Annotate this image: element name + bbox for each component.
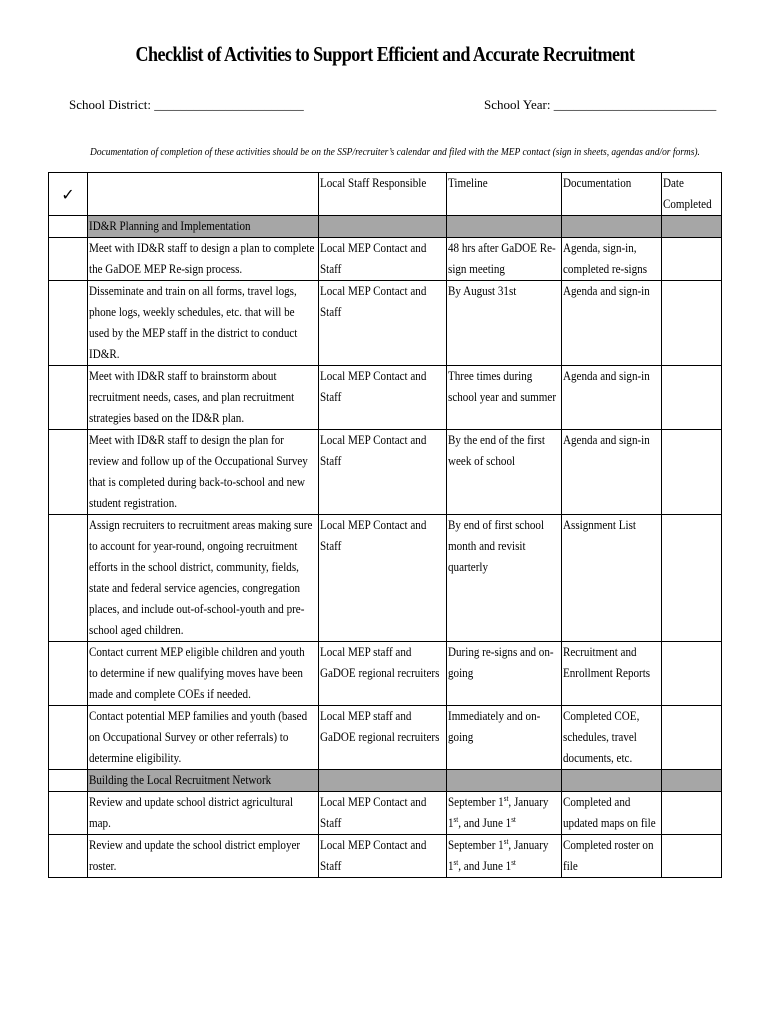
timeline-cell: By the end of the first week of school	[447, 430, 562, 515]
staff-cell: Local MEP Contact and Staff	[319, 792, 447, 835]
date-completed-cell[interactable]	[662, 835, 722, 878]
activity-cell: Meet with ID&R staff to brainstorm about recruitment needs, cases, and plan recruitment strategies based on the ID&R plan.	[88, 366, 319, 430]
page-title: Checklist of Activities to Support Efficient and Accurate Recruitment	[135, 42, 635, 66]
staff-cell: Local MEP Contact and Staff	[319, 515, 447, 642]
check-header-icon: ✓	[49, 173, 88, 216]
staff-header: Local Staff Responsible	[319, 173, 447, 216]
row-checkbox[interactable]	[49, 515, 88, 642]
date-completed-cell[interactable]	[662, 706, 722, 770]
timeline-cell: By August 31st	[447, 281, 562, 366]
date-completed-cell[interactable]	[662, 366, 722, 430]
school-district-field[interactable]: School District: _______________________	[69, 97, 304, 112]
timeline-cell: By end of first school month and revisit quarterly	[447, 515, 562, 642]
documentation-header: Documentation	[562, 173, 662, 216]
table-row	[49, 366, 722, 430]
date-completed-cell[interactable]	[662, 515, 722, 642]
documentation-cell: Agenda and sign-in	[562, 281, 662, 366]
row-checkbox[interactable]	[49, 706, 88, 770]
checklist-table	[48, 172, 722, 878]
timeline-cell: Immediately and on-going	[447, 706, 562, 770]
timeline-cell: September 1st, January 1st, and June 1st	[447, 792, 562, 835]
row-checkbox[interactable]	[49, 238, 88, 281]
date-completed-header: Date Completed	[662, 173, 722, 216]
documentation-cell: Completed and updated maps on file	[562, 792, 662, 835]
timeline-cell: During re-signs and on-going	[447, 642, 562, 706]
section-row-idr	[49, 216, 722, 238]
timeline-header: Timeline	[447, 173, 562, 216]
documentation-cell: Completed COE, schedules, travel documents, etc.	[562, 706, 662, 770]
activity-cell: Meet with ID&R staff to design the plan for review and follow up of the Occupational Survey that is completed during back-to-school and new student registration.	[88, 430, 319, 515]
row-checkbox[interactable]	[49, 792, 88, 835]
table-row	[49, 515, 722, 642]
table-row	[49, 642, 722, 706]
date-completed-cell[interactable]	[662, 281, 722, 366]
row-checkbox[interactable]	[49, 281, 88, 366]
activity-cell: Disseminate and train on all forms, travel logs, phone logs, weekly schedules, etc. that will be used by the MEP staff in the district to conduct ID&R.	[88, 281, 319, 366]
date-completed-cell[interactable]	[662, 430, 722, 515]
staff-cell: Local MEP staff and GaDOE regional recruiters	[319, 706, 447, 770]
header-row	[49, 173, 722, 216]
staff-cell: Local MEP Contact and Staff	[319, 835, 447, 878]
staff-cell: Local MEP Contact and Staff	[319, 430, 447, 515]
table-row	[49, 430, 722, 515]
staff-cell: Local MEP Contact and Staff	[319, 238, 447, 281]
activity-cell: Contact current MEP eligible children and youth to determine if new qualifying moves have been made and complete COEs if needed.	[88, 642, 319, 706]
activity-cell: Meet with ID&R staff to design a plan to complete the GaDOE MEP Re-sign process.	[88, 238, 319, 281]
table-row	[49, 835, 722, 878]
section-row-network	[49, 770, 722, 792]
table-row	[49, 792, 722, 835]
staff-cell: Local MEP Contact and Staff	[319, 366, 447, 430]
activity-header	[88, 173, 319, 216]
documentation-note: Documentation of completion of these activities should be on the SSP/recruiter’s calendar and filed with the MEP contact (sign in sheets, agendas and/or forms).	[90, 147, 700, 158]
activity-cell: Contact potential MEP families and youth (based on Occupational Survey or other referrals) to determine eligibility.	[88, 706, 319, 770]
documentation-cell: Agenda and sign-in	[562, 366, 662, 430]
activity-cell: Assign recruiters to recruitment areas making sure to account for year-round, ongoing recruitment efforts in the school district, community, fields, state and federal service agencies, congregation places, and include out-of-school-youth and pre-school aged children.	[88, 515, 319, 642]
table-row	[49, 281, 722, 366]
date-completed-cell[interactable]	[662, 642, 722, 706]
timeline-cell: September 1st, January 1st, and June 1st	[447, 835, 562, 878]
row-checkbox[interactable]	[49, 642, 88, 706]
documentation-cell: Completed roster on file	[562, 835, 662, 878]
documentation-cell: Agenda and sign-in	[562, 430, 662, 515]
timeline-cell: Three times during school year and summer	[447, 366, 562, 430]
staff-cell: Local MEP Contact and Staff	[319, 281, 447, 366]
row-checkbox[interactable]	[49, 430, 88, 515]
staff-cell: Local MEP staff and GaDOE regional recruiters	[319, 642, 447, 706]
date-completed-cell[interactable]	[662, 792, 722, 835]
row-checkbox[interactable]	[49, 216, 88, 238]
timeline-cell: 48 hrs after GaDOE Re-sign meeting	[447, 238, 562, 281]
activity-cell: Review and update school district agricultural map.	[88, 792, 319, 835]
table-row	[49, 238, 722, 281]
school-year-field[interactable]: School Year: _________________________	[484, 97, 717, 112]
row-checkbox[interactable]	[49, 366, 88, 430]
activity-cell: Review and update the school district employer roster.	[88, 835, 319, 878]
table-row	[49, 706, 722, 770]
section-title: Building the Local Recruitment Network	[88, 770, 319, 792]
row-checkbox[interactable]	[49, 835, 88, 878]
documentation-cell: Recruitment and Enrollment Reports	[562, 642, 662, 706]
date-completed-cell[interactable]	[662, 238, 722, 281]
row-checkbox[interactable]	[49, 770, 88, 792]
documentation-cell: Agenda, sign-in, completed re-signs	[562, 238, 662, 281]
section-title: ID&R Planning and Implementation	[88, 216, 319, 238]
documentation-cell: Assignment List	[562, 515, 662, 642]
